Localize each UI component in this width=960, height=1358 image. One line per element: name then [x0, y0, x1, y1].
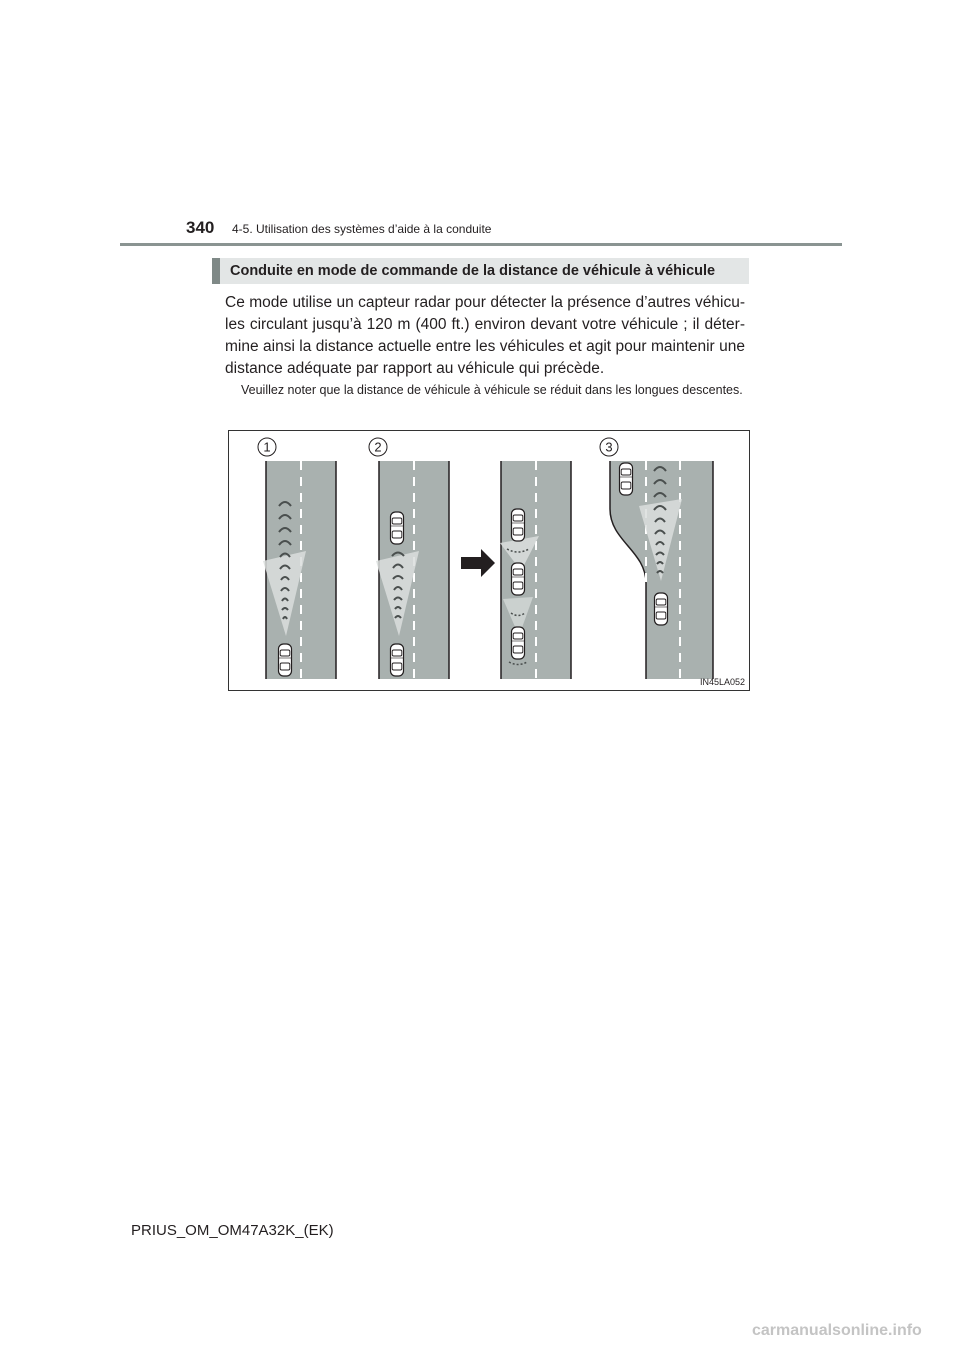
radar-illustration [228, 430, 750, 691]
road-scene-2b [500, 461, 571, 679]
road-scene-1 [263, 461, 336, 679]
figure-label-2: 2 [374, 439, 382, 455]
road-scene-3 [610, 461, 713, 679]
figure-label-3: 3 [605, 439, 613, 455]
figure-label-1: 1 [263, 439, 271, 455]
road-scene-2 [376, 461, 449, 679]
page-number: 340 [186, 218, 215, 237]
body-paragraph: Ce mode utilise un capteur radar pour détecter la présence d’autres véhicu-les circulant jusqu’à 120 m (400 ft.) environ devant votre véhicule ; il déter-mine ainsi la distance actuelle entre les véhicules et agit pour maintenir une distance adéquate par rapport au véhicule qui précède. [225, 294, 745, 377]
figure-code: IN45LA052 [699, 677, 745, 687]
transition-arrow-icon [461, 549, 495, 577]
watermark: carmanualsonline.info [752, 1322, 922, 1339]
header-rule [120, 243, 842, 246]
footer-doc-id: PRIUS_OM_OM47A32K_(EK) [131, 1222, 334, 1239]
note-paragraph: Veuillez noter que la distance de véhicule à véhicule se réduit dans les longues descentes. [241, 383, 743, 397]
chapter-title: 4-5. Utilisation des systèmes d’aide à la conduite [232, 222, 492, 236]
section-heading: Conduite en mode de commande de la distance de véhicule à véhicule [212, 258, 749, 284]
